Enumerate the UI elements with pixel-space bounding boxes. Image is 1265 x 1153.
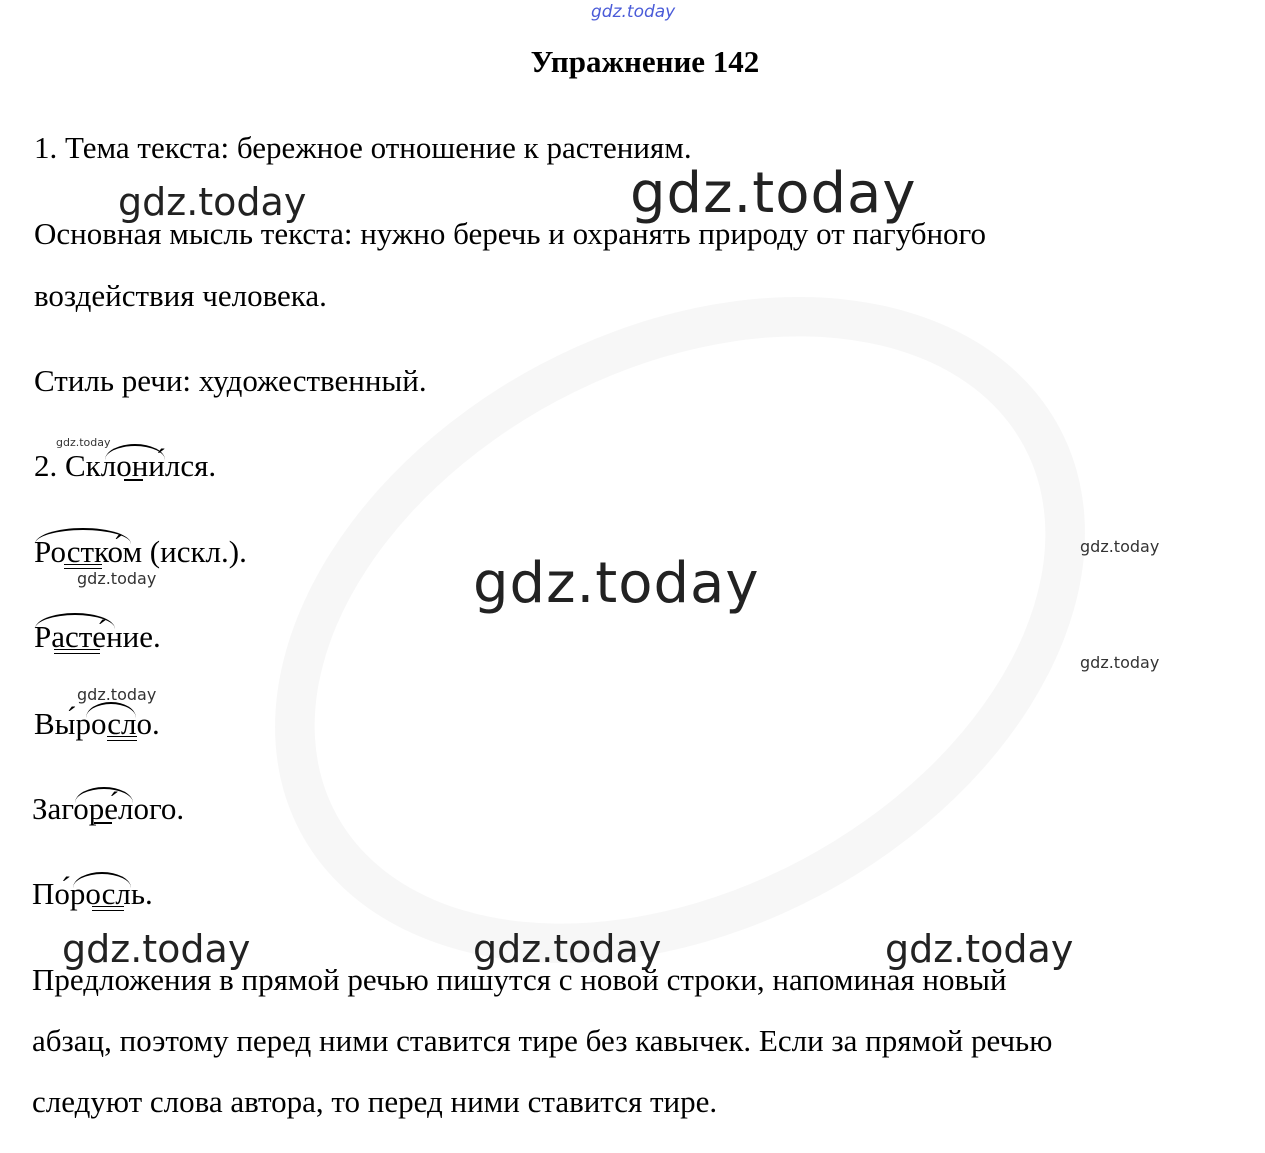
text-topic: 1. Тема текста: бережное отношение к растениям. [34,130,692,165]
text-conclusion-line2: абзац, поэтому перед ними ставится тире без кавычек. Если за прямой речью [32,1023,1053,1058]
watermark-small: gdz.today [56,436,111,449]
watermark-large: gdz.today [473,551,760,616]
word-porosl: По́росль. [32,876,153,912]
word-rastenie: Расте́ние. [34,619,161,655]
word-row-1 [34,448,216,484]
watermark: gdz.today [473,927,662,971]
text-conclusion-line1: Предложения в прямой речью пишутся с новой строки, напоминая новый [32,962,1007,997]
word-row-5 [32,791,184,827]
word-row-6 [32,876,153,912]
watermark: gdz.today [118,180,307,224]
word-row-3 [34,619,161,655]
watermark: gdz.today [1080,653,1160,672]
word-vyroslo: Вы́росло. [34,706,160,742]
watermark-top: gdz.today [591,2,676,22]
watermark: gdz.today [1080,537,1160,556]
item2-number: 2. [34,448,58,483]
word-sklonilsya: Склони́лся. [65,448,216,484]
word-row-2 [34,534,247,570]
watermark: gdz.today [885,927,1074,971]
word-row-4 [34,706,160,742]
watermark-large: gdz.today [630,161,917,226]
word-rostkom: Ростко́м (искл.). [34,534,247,570]
text-style: Стиль речи: художественный. [34,363,427,398]
watermark: gdz.today [77,569,157,588]
text-main-idea-line2: воздействия человека. [34,278,327,313]
text-conclusion-line3: следуют слова автора, то перед ними ставится тире. [32,1084,718,1119]
page-title: Упражнение 142 [530,44,760,79]
word-zagorelogo: Загоре́лого. [32,791,184,827]
watermark: gdz.today [62,927,251,971]
watermark: gdz.today [77,685,157,704]
text-main-idea-line1: Основная мысль текста: нужно беречь и охранять природу от пагубного [34,216,986,251]
